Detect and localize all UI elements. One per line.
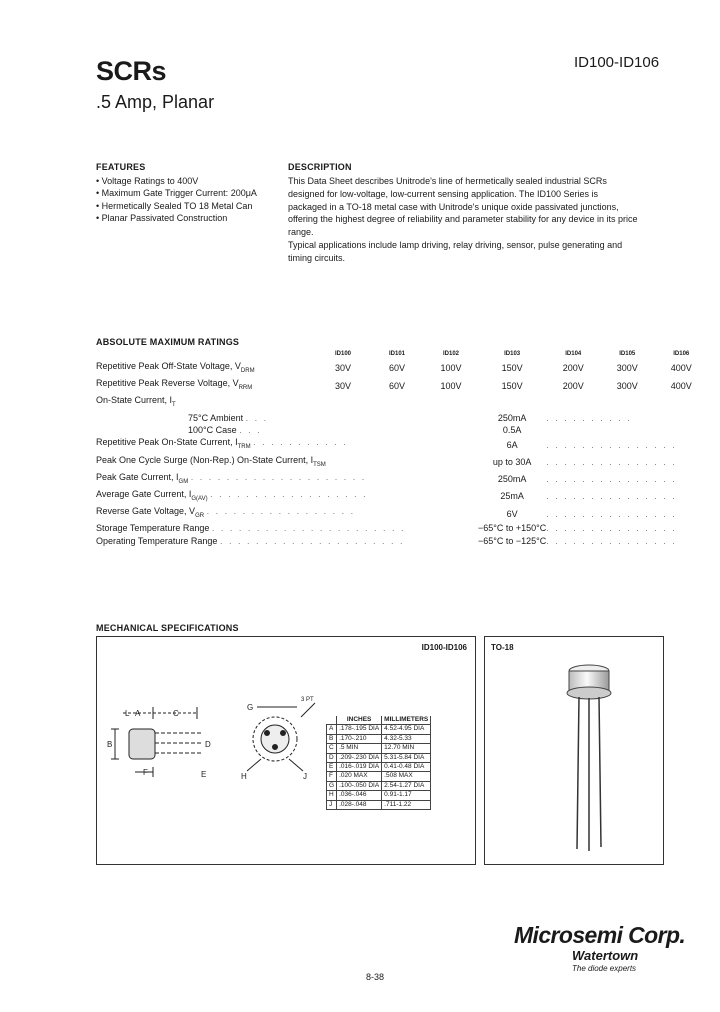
rating-label: Repetitive Peak Reverse Voltage, V: [96, 378, 239, 389]
rating-row: 100°C Case . . . 0.5A: [96, 424, 708, 436]
column-header: ID104: [565, 351, 582, 357]
rating-value: 250mA: [497, 412, 527, 423]
dimension-header: INCHES: [337, 716, 382, 725]
rating-value: 0.5A: [502, 425, 522, 436]
dimension-cell: F: [327, 772, 337, 781]
feature-item: • Hermetically Sealed TO 18 Metal Can: [96, 200, 253, 211]
rating-label: Reverse Gate Voltage, V: [96, 506, 196, 517]
dimension-cell: 4.52-4.95 DIA: [382, 725, 431, 734]
dimension-cell: 5.31-5.84 DIA: [382, 753, 431, 762]
page-number: 8-38: [366, 972, 385, 982]
rating-subscript: DRM: [240, 367, 255, 374]
dim-label-h: H: [241, 772, 247, 781]
feature-item: • Maximum Gate Trigger Current: 200μA: [96, 188, 257, 199]
dimension-row: [327, 734, 431, 743]
rating-row: Average Gate Current, $I_{G(AV)}$ . . . . . . . . . . . . . . . . . . 25mA . . . . . . . . . . . . . . .: [96, 488, 708, 505]
pin-dot: [273, 745, 278, 750]
description-body: [288, 175, 638, 265]
dimension-cell: H: [327, 791, 337, 800]
dimension-cell: 4.32-5.33: [382, 734, 431, 743]
rating-value: 60V: [388, 380, 405, 391]
dimension-row: [327, 772, 431, 781]
dimension-cell: .016-.019 DIA: [337, 763, 382, 772]
dim-label-f: F: [143, 768, 148, 777]
dimension-cell: D: [327, 753, 337, 762]
ratings-header-row: [96, 349, 708, 360]
dimension-cell: G: [327, 781, 337, 790]
rating-label: Operating Temperature Range: [96, 535, 218, 546]
pin-leader: [301, 703, 315, 717]
rating-value: −65°C to −125°C: [478, 535, 547, 546]
lead: [577, 697, 579, 849]
features-list: [96, 175, 257, 225]
dimension-table: [326, 716, 431, 810]
rating-value: 60V: [388, 363, 405, 374]
dim-label-d: D: [205, 740, 211, 749]
part-range: ID100-ID106: [574, 54, 660, 71]
feature-item: • Planar Passivated Construction: [96, 213, 228, 224]
dimension-row: [327, 753, 431, 762]
mechanical-box-title: ID100-ID106: [421, 643, 467, 652]
dim-label-c: C: [173, 709, 179, 718]
description-paragraph: This Data Sheet describes Unitrode's line of hermetically sealed industrial SCRs designed for low-voltage, low-current sensing application. The ID100 Series is packaged in a TO-18 metal case with Unitrode's unique oxide passivated junctions, offering the highest degree of reliability and parameter stability for any device in its price range.: [288, 176, 638, 238]
dimension-cell: 2.54-1.27 DIA: [382, 781, 431, 790]
can-flange: [567, 687, 611, 699]
page-subtitle: .5 Amp, Planar: [96, 92, 215, 112]
dimension-cell: .170-.210: [337, 734, 382, 743]
rating-label: 100°C Case: [188, 425, 237, 436]
side-view-drawing: [105, 697, 225, 787]
dimension-cell: .036-.046: [337, 791, 382, 800]
package-box: [484, 636, 664, 865]
bottom-view-drawing: [227, 687, 327, 797]
rating-value: −65°C to +150°C: [478, 523, 547, 534]
rating-subscript: TRM: [237, 444, 251, 451]
dimension-row: [327, 791, 431, 800]
rating-subscript: G(AV): [191, 495, 208, 502]
rating-label: Peak Gate Current, I: [96, 471, 179, 482]
rating-row: Reverse Gate Voltage, $V_{GR}$ . . . . . . . . . . . . . . . . . 6V . . . . . . . . . . . . . . .: [96, 505, 708, 522]
dimension-cell: A: [327, 725, 337, 734]
lead: [599, 697, 601, 847]
pin-dot: [265, 731, 270, 736]
pin-dot: [281, 731, 286, 736]
dim-label-l: L: [125, 709, 130, 718]
rating-label: On-State Current, I: [96, 395, 173, 406]
dimension-cell: .5 MIN: [337, 744, 382, 753]
dim-label-j: J: [303, 772, 307, 781]
rating-value: 100V: [440, 380, 462, 391]
package-title: TO-18: [491, 643, 514, 652]
rating-row: Repetitive Peak On-State Current, $I_{TRM}$ . . . . . . . . . . . 6A . . . . . . . . . . . . . . .: [96, 436, 708, 453]
dimension-cell: .178-.195 DIA: [337, 725, 382, 734]
dimension-cell: J: [327, 800, 337, 809]
description-paragraph: Typical applications include lamp driving, relay driving, sensor, pulse generating and timing circuits.: [288, 239, 623, 263]
dimension-row: [327, 781, 431, 790]
rating-row: [96, 360, 708, 377]
dimension-cell: E: [327, 763, 337, 772]
rating-value: 300V: [616, 363, 638, 374]
rating-label: Peak One Cycle Surge (Non-Rep.) On-State Current, I: [96, 454, 314, 465]
rating-value: 150V: [501, 363, 523, 374]
dimension-cell: .028-.048: [337, 800, 382, 809]
dimension-cell: C: [327, 744, 337, 753]
rating-value: 300V: [616, 380, 638, 391]
rating-value: 400V: [670, 363, 692, 374]
rating-value: 200V: [562, 363, 584, 374]
rating-value: 6V: [506, 508, 518, 519]
dimension-cell: .711-1.22: [382, 800, 431, 809]
rating-row: 75°C Ambient . . . 250mA . . . . . . . . . .: [188, 412, 632, 423]
column-header: ID101: [388, 351, 405, 357]
column-header: ID102: [442, 351, 459, 357]
column-header: ID100: [334, 351, 351, 357]
dimension-header: MILLIMETERS: [382, 716, 431, 725]
rating-label: Repetitive Peak Off-State Voltage, V: [96, 361, 241, 371]
features-heading: FEATURES: [96, 162, 146, 172]
rating-row: Storage Temperature Range . . . . . . . . . . . . . . . . . . . . . . −65°C to +150°C . . . . . . . . . . . . . . .: [96, 523, 677, 534]
company-tagline: The diode experts: [572, 964, 637, 973]
dimension-row: [327, 800, 431, 809]
page-title: SCRs: [96, 56, 167, 86]
feature-item: • Voltage Ratings to 400V: [96, 176, 199, 186]
rating-value: 250mA: [497, 474, 527, 485]
rating-row: Peak Gate Current, $I_{GM}$ . . . . . . . . . . . . . . . . . . . . 250mA . . . . . . . . . . . . . . .: [96, 471, 708, 488]
dimension-header-row: [327, 716, 431, 725]
rating-value: 100V: [440, 363, 462, 374]
rating-value: 150V: [501, 380, 523, 391]
dim-label-a: A: [135, 709, 141, 718]
dim-label-b: B: [107, 740, 113, 749]
mechanical-heading: MECHANICAL SPECIFICATIONS: [96, 623, 239, 633]
rating-subscript: RRM: [238, 385, 253, 391]
dimension-cell: 0.41-0.48 DIA: [382, 763, 431, 772]
dimension-cell: .508 MAX: [382, 772, 431, 781]
rating-value: 400V: [670, 380, 692, 391]
pin-label: 3 PT: [301, 697, 314, 703]
can-body: [129, 729, 155, 759]
rating-label: Repetitive Peak On-State Current, I: [96, 437, 238, 448]
rating-subscript: GM: [178, 478, 189, 485]
dim-label-e: E: [201, 770, 207, 779]
column-header: ID106: [673, 351, 690, 357]
dimension-cell: B: [327, 734, 337, 743]
rating-label: 75°C Ambient: [188, 412, 244, 423]
rating-value: up to 30A: [492, 457, 532, 468]
dimension-cell: 0.91-1.17: [382, 791, 431, 800]
column-header: ID105: [619, 351, 636, 357]
rating-label: Average Gate Current, I: [96, 489, 192, 500]
rating-subscript: T: [172, 402, 176, 409]
rating-value: 200V: [562, 380, 584, 391]
rating-value: 30V: [334, 380, 351, 391]
ratings-heading: ABSOLUTE MAXIMUM RATINGS: [96, 337, 240, 347]
dimension-row: [327, 744, 431, 753]
rating-row: [96, 377, 708, 394]
rating-row: [96, 394, 708, 411]
dim-line-j: [289, 759, 303, 771]
description-heading: DESCRIPTION: [288, 162, 352, 172]
package-illustration: [555, 657, 645, 857]
dim-label-g: G: [247, 703, 254, 712]
rating-row: Operating Temperature Range . . . . . . . . . . . . . . . . . . . . . −65°C to −125°C . . . . . . . . . . . . . . .: [96, 535, 677, 546]
dimension-row: [327, 763, 431, 772]
dimension-cell: .100-.050 DIA: [337, 781, 382, 790]
dim-line-h: [247, 759, 261, 771]
dimension-cell: 12.70 MIN: [382, 744, 431, 753]
ratings-table: [96, 349, 708, 547]
dimension-header: [327, 716, 337, 725]
dimension-cell: .020 MAX: [337, 772, 382, 781]
rating-label: Storage Temperature Range: [96, 523, 210, 534]
rating-subscript: GR: [195, 513, 205, 520]
rating-value: 6A: [506, 439, 518, 450]
rating-subscript: TSM: [313, 461, 326, 468]
rating-value: 25mA: [500, 491, 524, 502]
company-logo: Microsemi Corp.: [514, 922, 686, 948]
dimension-cell: .209-.230 DIA: [337, 753, 382, 762]
rating-row: Peak One Cycle Surge (Non-Rep.) On-State Current, $I_{TSM}$ up to 30A . . . . . . . . . . . . . . .: [96, 454, 708, 471]
dimension-row: [327, 725, 431, 734]
company-location: Watertown: [572, 948, 639, 963]
rating-value: 30V: [334, 363, 351, 374]
column-header: ID103: [504, 351, 521, 357]
